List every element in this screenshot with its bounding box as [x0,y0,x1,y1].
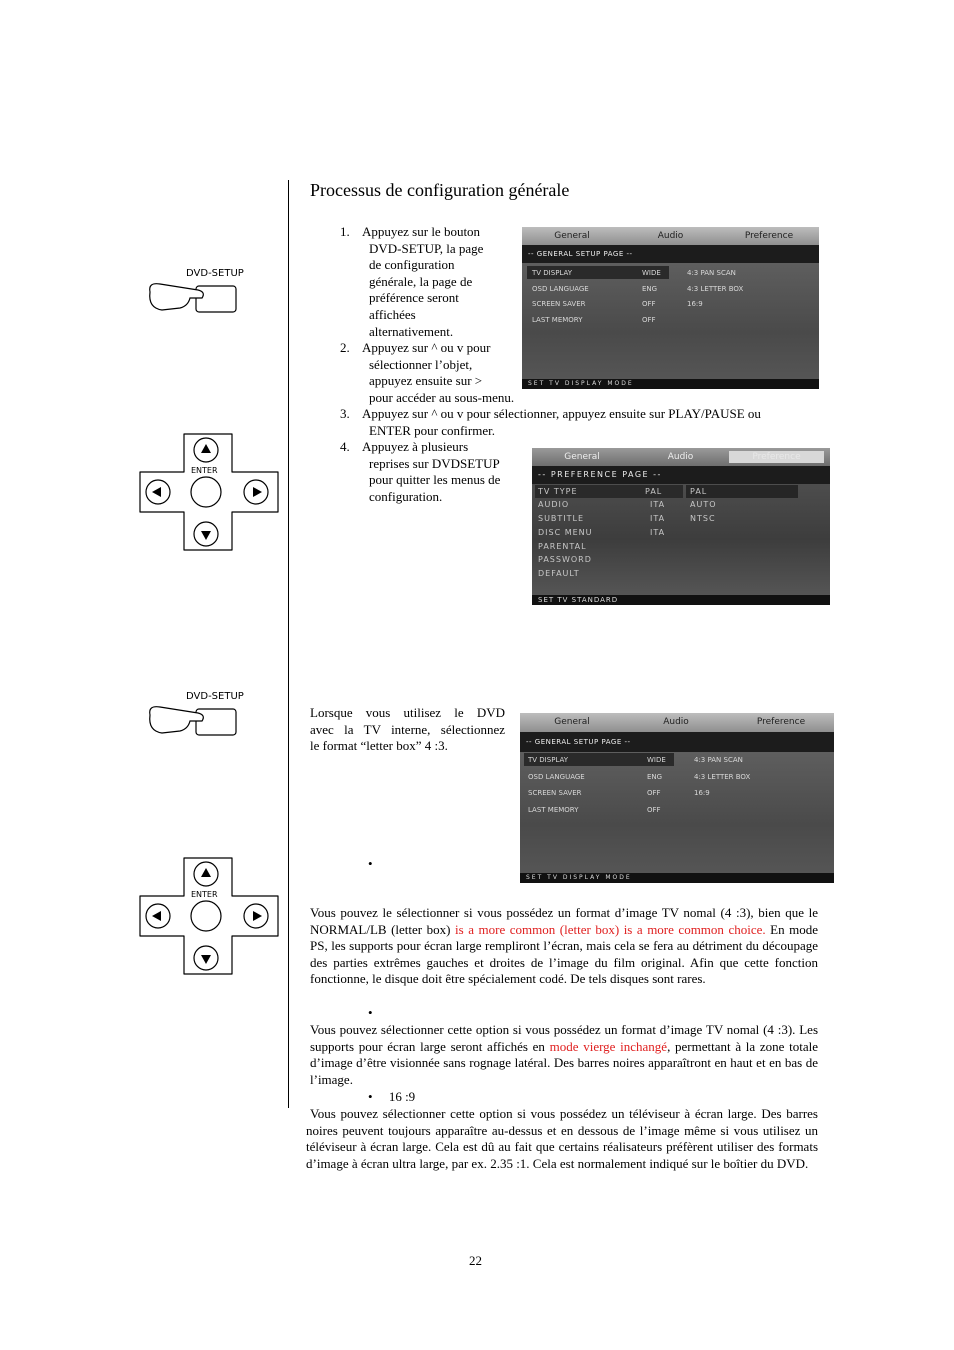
letterbox-note [310,705,505,755]
osd-page-header: -- PREFERENCE PAGE -- [532,466,830,484]
osd-body [520,752,834,873]
osd-row-label: TV DISPLAY [532,269,572,277]
osd-row-option: 16:9 [694,789,710,797]
osd-row-option: 4:3 PAN SCAN [694,756,743,764]
pointing-hand-icon [140,262,260,322]
osd-row-label: LAST MEMORY [528,806,579,814]
osd-tab-bar [532,448,830,466]
osd-row-label: OSD LANGUAGE [532,285,589,293]
step-line: Appuyez sur le bouton [362,224,481,239]
osd-row [520,753,834,767]
note-line: Lorsque vous utilisez le DVD [310,705,505,720]
osd-row [522,282,819,296]
osd-row-option: PAL [690,487,708,496]
osd-row-label: SCREEN SAVER [528,789,582,797]
osd-row-value: OFF [642,300,656,308]
navigation-pad-icon [138,432,280,552]
dpad-icon [138,856,280,976]
osd-tab-bar [520,713,834,732]
osd-row-label: AUDIO [538,500,570,509]
enter-label: ENTER [191,890,218,899]
step-line: Appuyez à plusieurs [362,439,469,454]
osd-footer: SET TV DISPLAY MODE [522,379,819,389]
step-line: alternativement. [369,323,454,339]
note-line: avec la TV interne, sélectionnez [310,721,505,737]
osd-footer: SET TV STANDARD [532,595,830,605]
osd-row-value: OFF [642,316,656,324]
step-line: de configuration [369,257,455,273]
para-highlight: is a more common (letter box) is a more common choice. [455,921,766,937]
osd-row-value: ITA [650,500,666,509]
osd-row-option: AUTO [690,500,717,509]
osd-tab-general: General [564,452,600,462]
osd-footer: SET TV DISPLAY MODE [520,873,834,883]
step-line: préférence seront [369,290,459,306]
step-line: Appuyez sur ^ ou v pour [362,340,491,355]
dpad-icon [138,432,280,552]
bullet-label: 16 :9 [388,1089,416,1104]
paragraph-pan-scan [310,905,818,988]
osd-row-value: WIDE [647,756,666,764]
osd-tab-audio: Audio [667,452,694,462]
step-line: reprises sur DVDSETUP [369,455,500,471]
osd-tab-bar [522,227,819,245]
osd-row [520,770,834,784]
osd-row-label: DISC MENU [538,528,593,537]
osd-preference-screen [532,448,830,605]
osd-tab-general: General [554,717,590,727]
osd-row [522,266,819,280]
osd-row [520,803,834,817]
osd-row-label: TV DISPLAY [528,756,568,764]
step-line: pour accéder au sous-menu. [369,389,515,405]
osd-row-label: PASSWORD [538,555,592,564]
step-line: générale, la page de [369,273,473,289]
bullet-letter-box: • [368,1005,386,1020]
osd-row-value: ENG [642,285,658,293]
osd-row-label: SCREEN SAVER [532,300,586,308]
page-number: 22 [469,1253,482,1268]
step-line: DVD-SETUP, la page [369,240,484,256]
step-line: sélectionner l’objet, [369,356,473,372]
bullet-16-9: • 16 :9 [368,1089,416,1104]
osd-row [532,526,830,540]
osd-row [520,786,834,800]
osd-row-option: 4:3 PAN SCAN [687,269,736,277]
osd-row-value: OFF [647,806,661,814]
osd-row-label: TV TYPE [538,487,578,496]
para-text: , permettant à la zone totale d’image d’être visionnée sans rognage latéral. Des barres noires apparaîtront en haut et en bas de l’image. [310,1038,818,1087]
step-line: configuration. [369,488,443,504]
osd-row-value: WIDE [642,269,661,277]
osd-page-header: -- GENERAL SETUP PAGE -- [522,245,819,263]
osd-row [532,540,830,554]
osd-page-header: -- GENERAL SETUP PAGE -- [520,732,834,752]
para-highlight: mode vierge inchangé [549,1038,668,1054]
osd-row [532,553,830,567]
step-line: Appuyez sur ^ ou v pour sélectionner, appuyez ensuite sur PLAY/PAUSE ou [362,406,761,421]
osd-general-setup-screen-2 [520,713,834,883]
osd-row-option: 16:9 [687,300,703,308]
osd-tab-preference: Preference [729,451,824,463]
osd-tab-audio: Audio [657,231,684,241]
step-number: 1. [340,224,350,239]
osd-general-setup-screen [522,227,819,389]
paragraph-wide-screen: Vous pouvez sélectionner cette option si vous possédez un téléviseur à écran large. Des barres noires peuvent toujours apparaître au-dessus et en dessous de l’image même si vous utilisez un téléviseur à écran large. Cela est dû au fait que certains réalisateurs préfèrent utiliser des formats d’image à écran ultra large, par ex. 2.35 :1. Cela est normalement indiqué sur le boîtier du DVD. [306,1106,818,1171]
osd-row-value: ITA [650,528,666,537]
bullet-pan-scan: • [368,856,386,871]
step-line: pour quitter les menus de [369,472,501,488]
osd-tab-general: General [554,231,590,241]
osd-row-label: SUBTITLE [538,514,585,523]
dvd-setup-label: DVD-SETUP [186,691,244,702]
step-number: 4. [340,439,350,454]
osd-row-value: OFF [647,789,661,797]
dvd-setup-button-icon-2 [140,685,260,745]
osd-row-value: PAL [645,487,663,496]
navigation-pad-icon-2 [138,856,280,976]
osd-tab-preference: Preference [756,717,806,727]
paragraph-letter-box [310,1022,818,1088]
osd-row [532,498,830,512]
step-line: ENTER pour confirmer. [369,422,495,438]
osd-body [522,263,819,379]
dvd-setup-label: DVD-SETUP [186,268,244,279]
osd-row-option: 4:3 LETTER BOX [694,773,751,781]
osd-row [532,512,830,526]
osd-row-label: PARENTAL [538,542,587,551]
osd-row-label: LAST MEMORY [532,316,583,324]
step-number: 2. [340,340,350,355]
osd-row-value: ITA [650,514,666,523]
step-line: affichées [369,306,416,322]
osd-row-option: 4:3 LETTER BOX [687,285,744,293]
enter-label: ENTER [191,466,218,475]
para-text: Vous pouvez sélectionner cette option si vous possédez un format d’image TV nomal (4 :3). Les supports pour écran large seront affichés en [310,1022,818,1054]
para-text: Vous pouvez le sélectionner si vous possédez un format d’image TV nomal (4 :3), bien que le NORMAL/LB (letter box) [310,905,818,937]
dvd-setup-button-icon [140,262,260,322]
osd-row [532,485,830,499]
osd-row-label: DEFAULT [538,569,580,578]
pointing-hand-icon [140,685,260,745]
osd-tab-audio: Audio [663,717,689,727]
margin-rule [288,180,289,1108]
osd-row-option: NTSC [690,514,716,523]
osd-body [532,484,830,595]
osd-row [522,297,819,311]
page-title: Processus de configuration générale [310,180,570,200]
step-line: appuyez ensuite sur > [369,373,483,389]
osd-row [532,567,830,581]
osd-row-label: OSD LANGUAGE [528,773,585,781]
osd-tab-preference: Preference [744,231,794,241]
osd-row [522,313,819,327]
note-line: le format “letter box” 4 :3. [310,738,448,754]
para-text: En mode PS, les supports pour écran large rempliront l’écran, mais cela se fera au détriment du découpage des parties extrêmes gauches et droites de l’image du film original. Afin que cette fonction fonctionne, le disque doit être spécialement codé. De tels disques sont rares. [310,921,819,987]
step-number: 3. [340,406,350,421]
osd-row-value: ENG [647,773,663,781]
